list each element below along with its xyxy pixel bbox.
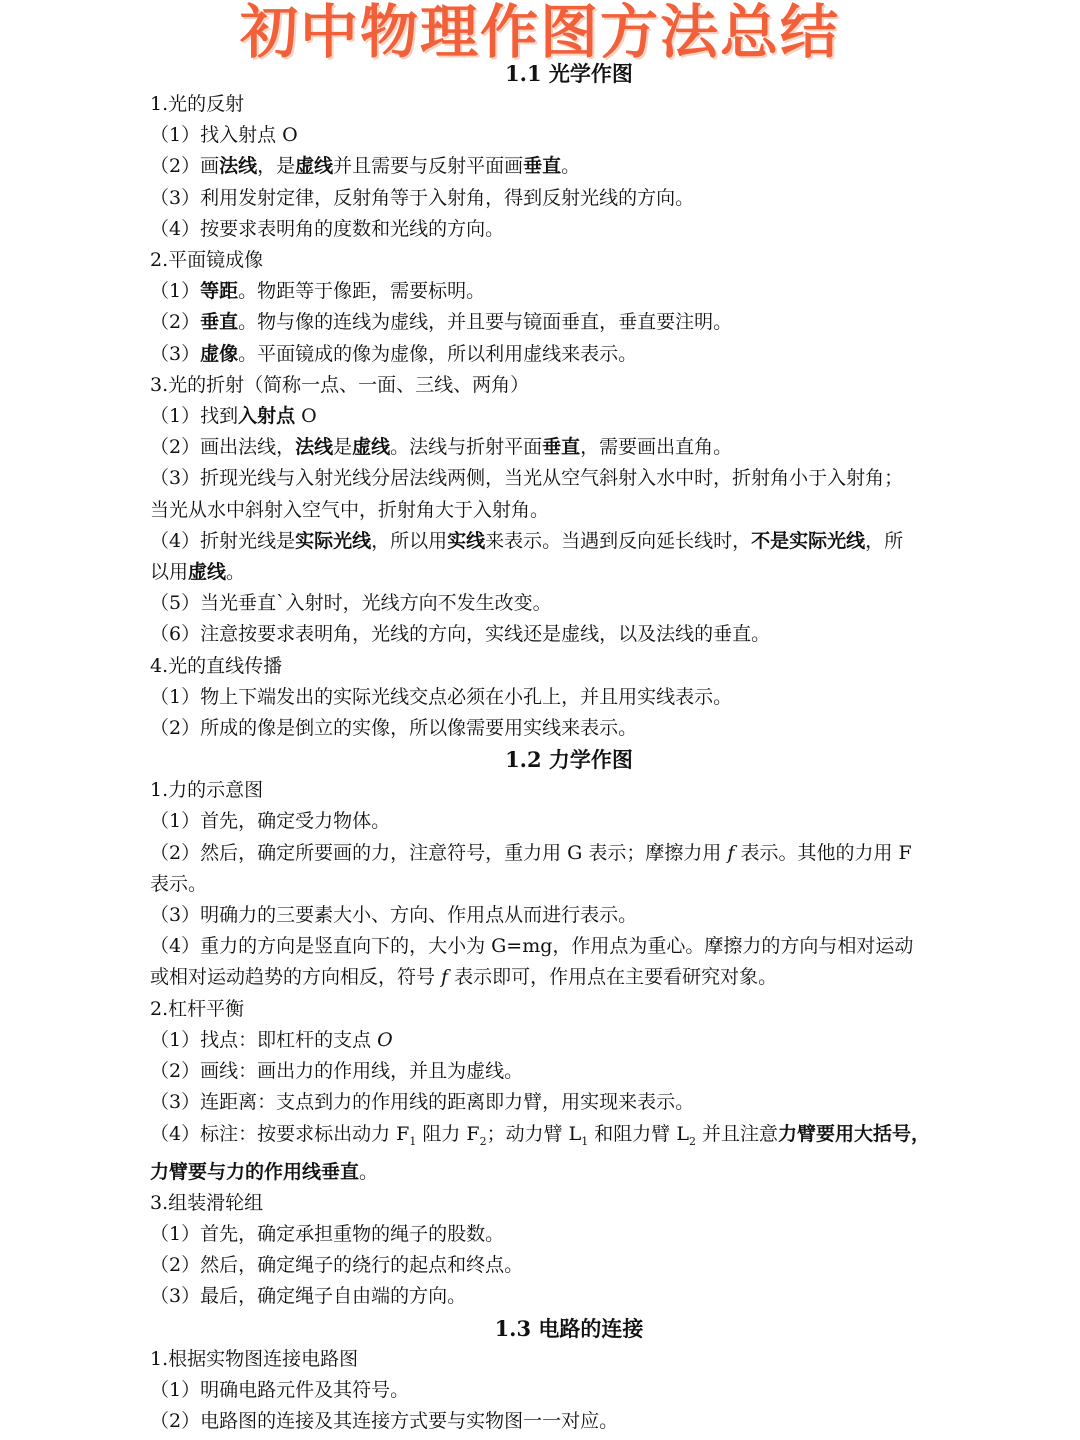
text-run: （1）找入射点 O <box>150 124 298 147</box>
text-run: 3.光的折射（简称一点、一面、三线、两角） <box>150 373 530 396</box>
bold-text: 虚像 <box>200 342 239 365</box>
section-heading: 1.2 力学作图 <box>505 747 633 773</box>
text-run: 表示。 <box>150 872 208 895</box>
bold-text: 虚线 <box>188 561 227 584</box>
text-run: 阻力 F <box>416 1122 480 1145</box>
text-run: 1.根据实物图连接电路图 <box>150 1347 359 1370</box>
text-line <box>150 120 988 151</box>
text-run: （3）明确力的三要素大小、方向、作用点从而进行表示。 <box>150 904 638 927</box>
bold-text: 力臂要用大括号， <box>778 1122 931 1145</box>
text-line <box>150 713 988 744</box>
text-line <box>150 1219 988 1250</box>
text-line <box>150 370 988 401</box>
text-run: （2）电路图的连接及其连接方式要与实物图一一对应。 <box>150 1409 619 1432</box>
text-run: （2）画线：画出力的作用线，并且为虚线。 <box>150 1060 524 1083</box>
text-line <box>150 1375 988 1406</box>
text-run: （6）注意按要求表明角，光线的方向，实线还是虚线，以及法线的垂直。 <box>150 623 771 646</box>
text-run: ，所 <box>865 529 904 552</box>
text-line <box>150 1025 988 1056</box>
text-run: 。 <box>359 1160 379 1183</box>
text-line <box>150 245 988 276</box>
text-line <box>150 1119 988 1157</box>
bold-text: 垂直 <box>523 155 562 178</box>
text-line <box>150 339 988 370</box>
document-body <box>150 58 988 1437</box>
text-run: 。平面镜成的像为虚像，所以利用虚线来表示。 <box>238 342 638 365</box>
text-run: 并且注意 <box>695 1122 778 1145</box>
text-run: （2） <box>150 311 201 334</box>
text-line <box>150 1406 988 1437</box>
text-run: 4.光的直线传播 <box>150 654 283 677</box>
text-run: 是 <box>333 436 353 459</box>
bold-text: 实线 <box>447 529 486 552</box>
text-line <box>150 869 988 900</box>
text-run: （4）按要求表明角的度数和光线的方向。 <box>150 217 505 240</box>
text-run: 1.力的示意图 <box>150 779 264 802</box>
text-run: （3）利用发射定律，反射角等于入射角，得到反射光线的方向。 <box>150 186 695 209</box>
text-line <box>150 1188 988 1219</box>
text-line <box>150 151 988 182</box>
text-run: 并且需要与反射平面画 <box>333 155 524 178</box>
text-line <box>150 682 988 713</box>
text-line <box>150 962 988 993</box>
text-run: （1）物上下端发出的实际光线交点必须在小孔上，并且用实线表示。 <box>150 685 733 708</box>
bold-text: 力臂要与力的作用线垂直 <box>150 1160 360 1183</box>
text-run: （5）当光垂直`入射时，光线方向不发生改变。 <box>150 592 552 615</box>
text-run: 2.杠杆平衡 <box>150 997 245 1020</box>
text-line <box>150 401 988 432</box>
text-line <box>150 1087 988 1118</box>
text-line <box>150 1250 988 1281</box>
text-line <box>150 432 988 463</box>
text-run: （1）找到 <box>150 405 239 428</box>
text-run: 1.光的反射 <box>150 93 245 115</box>
text-run: （1）首先，确定受力物体。 <box>150 810 391 833</box>
text-line <box>150 588 988 619</box>
text-line <box>150 463 988 494</box>
text-line <box>150 994 988 1025</box>
text-run: ，是 <box>257 155 296 178</box>
section-heading: 1.1 光学作图 <box>505 61 633 86</box>
text-run: （2）画 <box>150 155 220 178</box>
text-run: 来表示。当遇到反向延长线时， <box>485 529 752 552</box>
bold-text: 入射点 <box>238 405 296 428</box>
text-run: （1）首先，确定承担重物的绳子的股数。 <box>150 1222 505 1245</box>
bold-text: 法线 <box>219 155 258 178</box>
bold-text: 垂直 <box>542 436 581 459</box>
text-line <box>150 495 988 526</box>
text-run: （2）然后，确定所要画的力，注意符号，重力用 G 表示；摩擦力用 <box>150 841 728 864</box>
text-run: 表示即可，作用点在主要看研究对象。 <box>448 966 778 989</box>
text-run: （2）所成的像是倒立的实像，所以像需要用实线来表示。 <box>150 717 638 740</box>
text-line <box>150 1157 988 1188</box>
text-run: 当光从水中斜射入空气中，折射角大于入射角。 <box>150 498 550 521</box>
text-run: 。 <box>561 155 581 178</box>
text-line <box>150 276 988 307</box>
text-run: 。 <box>226 561 246 584</box>
text-run: （4）标注：按要求标出动力 F <box>150 1122 410 1145</box>
text-run: ，需要画出直角。 <box>580 436 733 459</box>
banner-title: 初中物理作图方法总结 <box>239 0 840 66</box>
text-line <box>150 900 988 931</box>
subscript: 2 <box>479 1134 487 1148</box>
text-line <box>150 1281 988 1312</box>
text-run: ，所以用 <box>371 529 448 552</box>
text-run: ；动力臂 L <box>486 1122 582 1145</box>
text-run: （3）最后，确定绳子自由端的方向。 <box>150 1285 467 1308</box>
text-run: 以用 <box>150 561 189 584</box>
text-run: （2）然后，确定绳子的绕行的起点和终点。 <box>150 1254 524 1277</box>
text-run: 2.平面镜成像 <box>150 249 264 272</box>
text-run: （3）连距离：支点到力的作用线的距离即力臂，用实现来表示。 <box>150 1091 695 1114</box>
text-run: 3.组装滑轮组 <box>150 1191 264 1214</box>
text-line <box>150 557 988 588</box>
text-run: 或相对运动趋势的方向相反，符号 <box>150 966 442 989</box>
section-heading: 1.3 电路的连接 <box>494 1315 644 1341</box>
text-line <box>150 931 988 962</box>
text-run: （3） <box>150 342 201 365</box>
text-run: 。法线与折射平面 <box>390 436 543 459</box>
text-run: （4）折射光线是 <box>150 529 296 552</box>
text-run: 。物距等于像距，需要标明。 <box>238 280 486 303</box>
text-run: 和阻力臂 L <box>588 1122 689 1145</box>
text-run: （1）明确电路元件及其符号。 <box>150 1378 410 1401</box>
text-run: （4）重力的方向是竖直向下的，大小为 G=mg，作用点为重心。摩擦力的方向与相对运动 <box>150 935 914 958</box>
subscript: 1 <box>581 1134 589 1148</box>
bold-text: 实际光线 <box>295 529 372 552</box>
text-run: （3）折现光线与入射光线分居法线两侧，当光从空气斜射入水中时，折射角小于入射角； <box>150 467 904 490</box>
text-line <box>150 1056 988 1087</box>
text-line <box>150 619 988 650</box>
text-line <box>150 89 988 120</box>
text-line <box>150 806 988 837</box>
bold-text: 等距 <box>200 280 239 303</box>
text-run: O <box>295 405 317 428</box>
text-line <box>150 214 988 245</box>
text-line <box>150 183 988 214</box>
bold-text: 虚线 <box>352 436 391 459</box>
text-run: 。物与像的连线为虚线，并且要与镜面垂直，垂直要注明。 <box>238 311 733 334</box>
text-run: （2）画出法线， <box>150 436 296 459</box>
bold-text: 不是实际光线 <box>751 529 866 552</box>
subscript: 2 <box>688 1134 696 1148</box>
text-run: （1） <box>150 280 201 303</box>
text-run: 表示。其他的力用 F <box>734 841 912 864</box>
text-line <box>150 307 988 338</box>
italic-symbol: O <box>377 1028 393 1051</box>
subscript: 1 <box>409 1134 417 1148</box>
text-line <box>150 775 988 806</box>
text-run: （1）找点：即杠杆的支点 <box>150 1028 378 1051</box>
bold-text: 法线 <box>295 436 334 459</box>
italic-symbol: f <box>441 966 449 989</box>
text-line <box>150 526 988 557</box>
bold-text: 虚线 <box>295 155 334 178</box>
italic-symbol: f <box>727 841 735 864</box>
text-line <box>150 838 988 869</box>
bold-text: 垂直 <box>200 311 239 334</box>
text-line <box>150 1344 988 1375</box>
text-line <box>150 651 988 682</box>
